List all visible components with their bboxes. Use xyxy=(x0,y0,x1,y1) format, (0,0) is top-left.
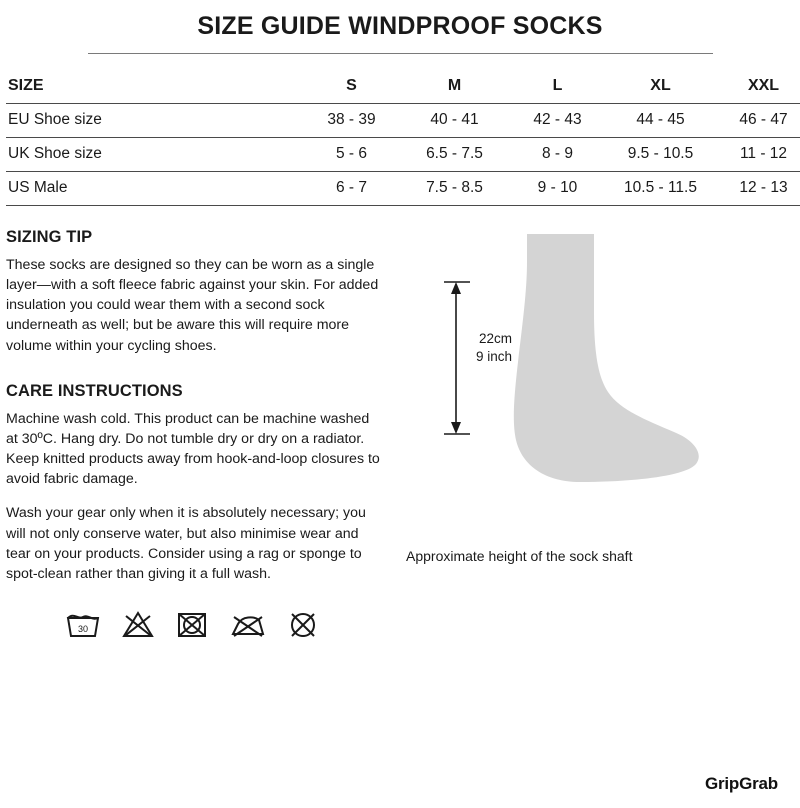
cell-us-xxl: 12 - 13 xyxy=(712,172,800,206)
table-header-xxl: XXL xyxy=(712,70,800,104)
measurement-label xyxy=(456,330,512,366)
do-not-bleach-icon xyxy=(122,610,154,638)
measurement-inch: 9 inch xyxy=(475,349,512,365)
size-guide-page xyxy=(0,8,800,808)
do-not-iron-icon xyxy=(230,610,266,638)
row-label-us: US Male xyxy=(6,172,300,206)
cell-eu-s: 38 - 39 xyxy=(300,104,403,138)
cell-uk-xxl: 11 - 12 xyxy=(712,138,800,172)
table-row xyxy=(6,104,800,138)
table-row xyxy=(6,172,800,206)
do-not-tumble-dry-icon xyxy=(176,610,208,638)
table-header-m: M xyxy=(403,70,506,104)
title-divider xyxy=(88,53,713,54)
cell-uk-s: 5 - 6 xyxy=(300,138,403,172)
cell-us-l: 9 - 10 xyxy=(506,172,609,206)
brand-name: GripGrab xyxy=(704,774,778,793)
cell-uk-l: 8 - 9 xyxy=(506,138,609,172)
cell-eu-m: 40 - 41 xyxy=(403,104,506,138)
table-header-row xyxy=(6,70,800,104)
row-label-eu: EU Shoe size xyxy=(6,104,300,138)
cell-eu-xxl: 46 - 47 xyxy=(712,104,800,138)
cell-us-m: 7.5 - 8.5 xyxy=(403,172,506,206)
care-instructions-heading: CARE INSTRUCTIONS xyxy=(6,381,183,400)
size-table xyxy=(6,70,800,206)
sock-illustration xyxy=(394,232,794,532)
care-symbol-row xyxy=(66,610,382,638)
illustration-caption: Approximate height of the sock shaft xyxy=(406,548,633,564)
cell-uk-xl: 9.5 - 10.5 xyxy=(609,138,712,172)
sizing-tip-text: These socks are designed so they can be worn as a single layer—with a soft fleece fabric against your skin. For added insulation you could wear them with a second sock underneath as well; but be aware this will require more volume within your cycling shoes. xyxy=(6,257,379,354)
text-column xyxy=(6,228,394,638)
size-table-head xyxy=(6,70,800,104)
lower-section xyxy=(6,228,794,638)
wash-temp-label: 30 xyxy=(77,624,89,635)
cell-uk-m: 6.5 - 7.5 xyxy=(403,138,506,172)
machine-wash-30-icon xyxy=(66,610,100,638)
measure-arrow-top xyxy=(451,282,461,294)
table-row xyxy=(6,138,800,172)
sizing-tip-heading: SIZING TIP xyxy=(6,228,93,246)
cell-eu-l: 42 - 43 xyxy=(506,104,609,138)
table-header-l: L xyxy=(506,70,609,104)
measurement-cm: 22cm xyxy=(478,331,512,346)
brand-logo xyxy=(705,774,778,794)
cell-eu-xl: 44 - 45 xyxy=(609,104,712,138)
care-paragraph-1: Machine wash cold. This product can be machine washed at 30ºC. Hang dry. Do not tumble dry or dry on a radiator. Keep knitted products away from hook-and-loop closures to avoid fabric damage. xyxy=(6,410,380,488)
do-not-dry-clean-icon xyxy=(288,610,318,638)
row-label-uk: UK Shoe size xyxy=(6,138,300,172)
table-header-xl: XL xyxy=(609,70,712,104)
cell-us-xl: 10.5 - 11.5 xyxy=(609,172,712,206)
sock-shape xyxy=(514,234,699,482)
measure-arrow-bottom xyxy=(451,422,461,434)
page-title: SIZE GUIDE WINDPROOF SOCKS xyxy=(197,12,603,40)
cell-us-s: 6 - 7 xyxy=(300,172,403,206)
sock-diagram xyxy=(394,232,794,532)
illustration-column xyxy=(394,228,794,638)
table-header-size: SIZE xyxy=(6,70,300,104)
care-paragraph-2: Wash your gear only when it is absolutely necessary; you will not only conserve water, but also minimise wear and tear on your products. Consider using a rag or sponge to spot-clean rather than giving it a full wash. xyxy=(6,505,366,582)
table-header-s: S xyxy=(300,70,403,104)
size-table-body xyxy=(6,104,800,206)
